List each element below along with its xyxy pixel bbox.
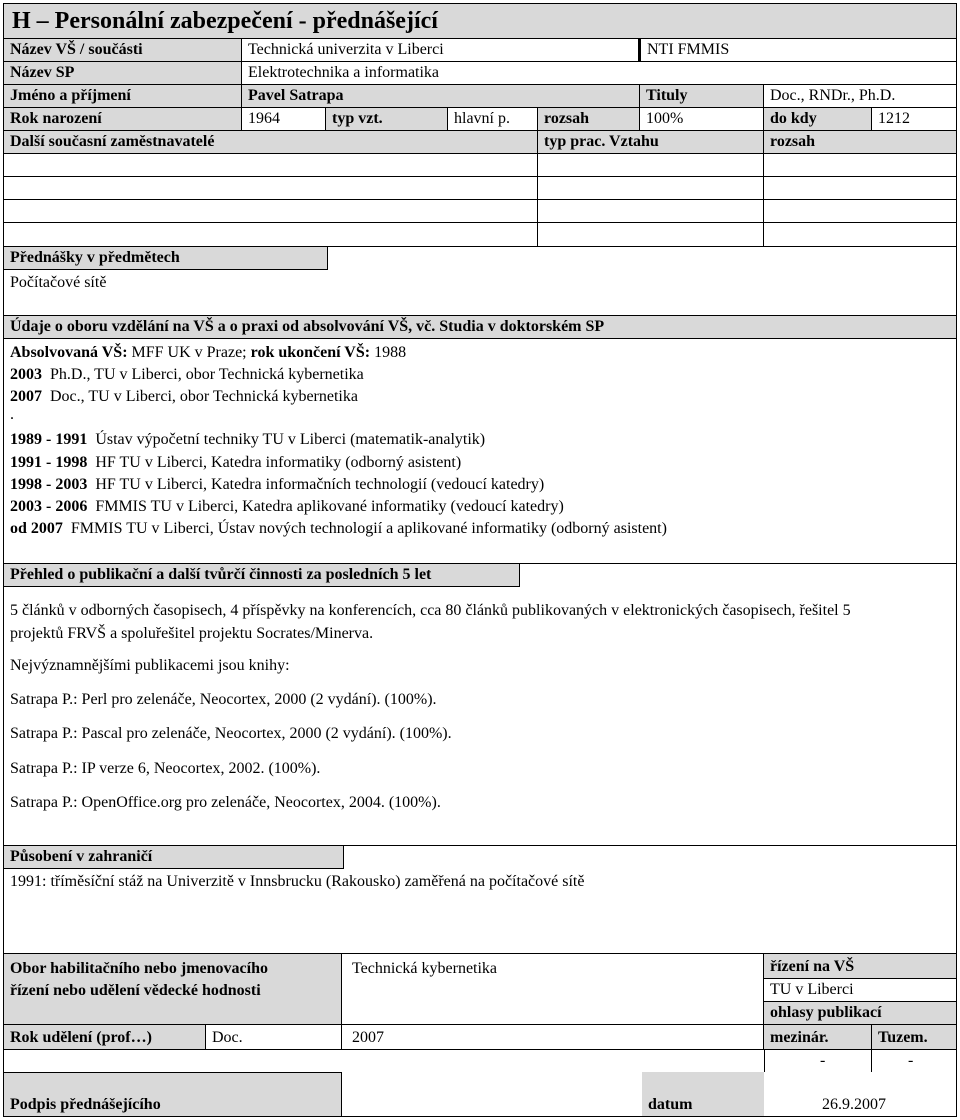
birth-value-cell xyxy=(242,108,326,131)
habilitation-label-line1: Obor habilitačního nebo jmenovacího xyxy=(10,960,268,977)
habilitation-field-cell xyxy=(342,954,764,1025)
birth-label: Rok narození xyxy=(10,110,102,127)
year-title: Doc. xyxy=(212,1029,243,1046)
page-title: H – Personální zabezpečení - přednášející xyxy=(4,4,956,39)
lectures-value: Počítačové sítě xyxy=(10,274,107,291)
until-label: do kdy xyxy=(770,110,817,127)
signature-label-cell xyxy=(4,1072,342,1116)
book-2: Satrapa P.: Pascal pro zelenáče, Neocortex, 2000 (2 vydání). (100%). xyxy=(10,725,452,742)
year-label: Rok udělení (prof…) xyxy=(10,1029,152,1046)
year-value: 2007 xyxy=(352,1029,384,1046)
other-employers-type-cell xyxy=(538,131,764,154)
career-line-1 xyxy=(10,429,485,451)
abroad-label-cell xyxy=(4,846,344,869)
program-label-cell xyxy=(4,62,242,85)
domestic-value-cell xyxy=(872,1050,956,1072)
grad-year-value: 1988 xyxy=(374,344,407,361)
employer-row-1-scope xyxy=(764,154,956,177)
procedure-value: TU v Liberci xyxy=(770,981,854,998)
grad-label: Absolvovaná VŠ: xyxy=(10,344,128,361)
intl-value: - xyxy=(820,1052,826,1069)
career-text: HF TU v Liberci, Katedra informačních technologií (vedoucí katedry) xyxy=(95,476,545,493)
year-title-cell xyxy=(206,1025,342,1050)
name-label: Jméno a příjmení xyxy=(10,87,131,104)
other-employers-scope-cell xyxy=(764,131,956,154)
scope-value: 100% xyxy=(646,110,684,127)
date-label-cell xyxy=(642,1072,764,1116)
signature-label: Podpis přednášejícího xyxy=(10,1096,161,1113)
titles-label-cell xyxy=(640,85,764,108)
career-period: 1991 - 1998 xyxy=(10,454,88,471)
contract-value-cell xyxy=(448,108,538,131)
program-label: Název SP xyxy=(10,64,75,81)
employer-row-2-type xyxy=(538,177,764,200)
career-line-4 xyxy=(10,496,564,518)
birth-value: 1964 xyxy=(248,110,280,127)
publications-label-cell xyxy=(4,564,520,587)
contract-label-cell xyxy=(326,108,448,131)
until-value: 1212 xyxy=(878,110,910,127)
titles-value: Doc., RNDr., Ph.D. xyxy=(770,87,896,104)
habilitation-field-value: Technická kybernetika xyxy=(352,960,498,977)
signature-field[interactable] xyxy=(342,1072,642,1116)
career-text: Ústav výpočetní techniky TU v Liberci (matematik-analytik) xyxy=(95,431,486,448)
faculty-cell xyxy=(638,39,956,62)
employer-row-2-scope xyxy=(764,177,956,200)
graduation-line xyxy=(10,342,406,364)
career-text: FMMIS TU v Liberci, Ústav nových technologií a aplikované informatiky (odborný asistent) xyxy=(70,520,667,537)
separator-dot: . xyxy=(10,406,14,423)
employer-row-3-name xyxy=(4,200,538,223)
degree-year: 2007 xyxy=(10,388,42,405)
career-period: 1998 - 2003 xyxy=(10,476,88,493)
school-value-cell xyxy=(242,39,638,62)
lectures-label: Přednášky v předmětech xyxy=(10,249,180,266)
birth-label-cell xyxy=(4,108,242,131)
faculty-value: NTI FMMIS xyxy=(647,41,730,58)
domestic-label: Tuzem. xyxy=(878,1029,928,1046)
other-employers-type-label: typ prac. Vztahu xyxy=(544,133,659,150)
intl-label: mezinár. xyxy=(770,1029,829,1046)
titles-value-cell xyxy=(764,85,956,108)
degree-line-2 xyxy=(10,386,358,408)
contract-value: hlavní p. xyxy=(454,110,510,127)
year-value-cell xyxy=(342,1025,764,1050)
career-line-3 xyxy=(10,474,544,496)
career-text: FMMIS TU v Liberci, Katedra aplikované informatiky (vedoucí katedry) xyxy=(95,498,564,515)
habilitation-label-line2: řízení nebo udělení vědecké hodnosti xyxy=(10,982,261,999)
program-value-cell xyxy=(242,62,956,85)
responses-label-cell xyxy=(764,1002,956,1025)
name-value: Pavel Satrapa xyxy=(248,87,344,104)
school-label: Název VŠ / součásti xyxy=(10,41,143,58)
procedure-label-cell xyxy=(764,954,956,979)
career-period: 1989 - 1991 xyxy=(10,431,88,448)
scope-label: rozsah xyxy=(544,110,590,127)
career-line-5 xyxy=(10,518,667,540)
procedure-value-cell xyxy=(764,979,956,1002)
abroad-value: 1991: tříměsíční stáž na Univerzitě v Innsbrucku (Rakousko) zaměřená na počítačové sítě xyxy=(10,873,585,890)
employer-row-4-name xyxy=(4,223,538,247)
grad-value: MFF UK v Praze; xyxy=(131,344,247,361)
scope-label-cell xyxy=(538,108,640,131)
procedure-label: řízení na VŠ xyxy=(770,958,855,975)
other-employers-scope-label: rozsah xyxy=(770,133,816,150)
lectures-label-cell xyxy=(4,247,328,270)
domestic-value: - xyxy=(908,1052,914,1069)
habilitation-label-cell xyxy=(4,954,342,1025)
degree-year: 2003 xyxy=(10,366,42,383)
employer-row-1-name xyxy=(4,154,538,177)
school-value: Technická univerzita v Liberci xyxy=(248,41,444,58)
publications-label: Přehled o publikační a další tvůrčí činnosti za posledních 5 let xyxy=(10,566,432,583)
employer-row-3-type xyxy=(538,200,764,223)
education-label-cell xyxy=(4,316,956,339)
name-value-cell xyxy=(242,85,640,108)
date-value: 26.9.2007 xyxy=(822,1096,886,1113)
intl-label-cell xyxy=(764,1025,872,1050)
until-label-cell xyxy=(764,108,872,131)
name-label-cell xyxy=(4,85,242,108)
employer-row-4-scope xyxy=(764,223,956,247)
career-period: od 2007 xyxy=(10,520,63,537)
employer-row-4-type xyxy=(538,223,764,247)
career-line-2 xyxy=(10,452,461,474)
until-value-cell xyxy=(872,108,956,131)
titles-label: Tituly xyxy=(646,87,688,104)
book-3: Satrapa P.: IP verze 6, Neocortex, 2002. (100%). xyxy=(10,760,321,777)
abroad-label: Působení v zahraničí xyxy=(10,848,153,865)
grad-year-label: rok ukončení VŠ: xyxy=(250,344,371,361)
responses-label: ohlasy publikací xyxy=(770,1004,882,1021)
book-4: Satrapa P.: OpenOffice.org pro zelenáče, Neocortex, 2004. (100%). xyxy=(10,794,441,811)
degree-line-1 xyxy=(10,364,364,386)
year-label-cell xyxy=(4,1025,206,1050)
degree-text: Doc., TU v Liberci, obor Technická kybernetika xyxy=(50,388,358,405)
career-text: HF TU v Liberci, Katedra informatiky (odborný asistent) xyxy=(95,454,462,471)
employer-row-2-name xyxy=(4,177,538,200)
domestic-label-cell xyxy=(872,1025,956,1050)
scope-value-cell xyxy=(640,108,764,131)
degree-text: Ph.D., TU v Liberci, obor Technická kybernetika xyxy=(50,366,364,383)
career-period: 2003 - 2006 xyxy=(10,498,88,515)
contract-label: typ vzt. xyxy=(332,110,383,127)
education-label: Údaje o oboru vzdělání na VŠ a o praxi od absolvování VŠ, vč. Studia v doktorském SP xyxy=(10,318,605,335)
date-value-cell xyxy=(764,1072,956,1116)
school-label-cell xyxy=(4,39,242,62)
program-value: Elektrotechnika a informatika xyxy=(248,64,440,81)
date-label: datum xyxy=(648,1096,693,1113)
sig-divider xyxy=(764,1050,765,1072)
employer-row-3-scope xyxy=(764,200,956,223)
intl-value-cell xyxy=(764,1050,872,1072)
book-1: Satrapa P.: Perl pro zelenáče, Neocortex, 2000 (2 vydání). (100%). xyxy=(10,691,437,708)
other-employers-label-cell xyxy=(4,131,538,154)
publications-summary: 5 článků v odborných časopisech, 4 příspěvky na konferencích, cca 80 článků publikovaných v elektronických časopisech, řešitel 5 projektů FRVŠ a spoluřešitel projektu Socrates/Minerva. xyxy=(10,602,851,642)
employer-row-1-type xyxy=(538,154,764,177)
other-employers-label: Další současní zaměstnavatelé xyxy=(10,133,215,150)
publications-intro: Nejvýznamnějšími publikacemi jsou knihy: xyxy=(10,657,290,674)
